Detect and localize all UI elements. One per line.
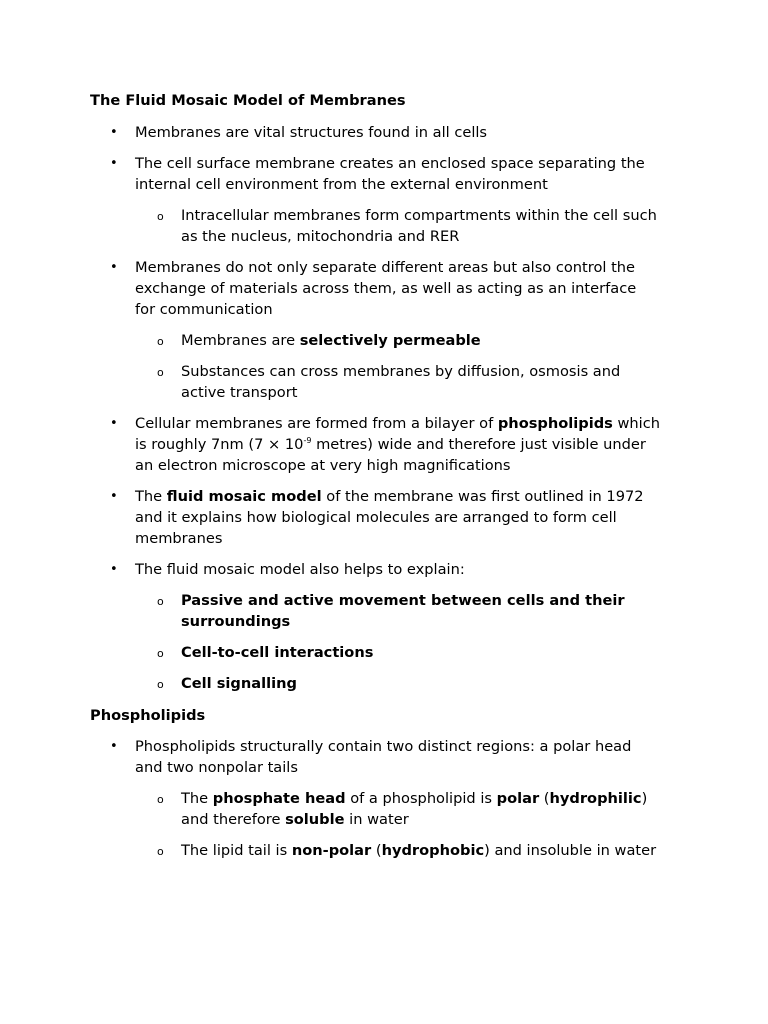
sub-list-item: o Cell signalling [181,674,701,695]
bullet-marker: • [110,260,118,275]
sub-bullet-marker: o [157,647,164,660]
exponent: -9 [303,435,312,445]
sub-bullet-marker: o [157,335,164,348]
bullet-marker: • [110,739,118,754]
sub-bullet-marker: o [157,210,164,223]
list-item: • The cell surface membrane creates an enclosed space separating the internal cell environment from the external environment [110,155,645,193]
sub-list-item: o Intracellular membranes form compartments within the cell such as the nucleus, mitochondria and RER [157,207,657,245]
list-item: • Membranes are vital structures found in all cells [135,123,695,144]
list-item: • Phospholipids structurally contain two distinct regions: a polar head and two nonpolar tails [110,738,632,776]
sub-list-item: o The phosphate head of a phospholipid is polar (hydrophilic) and therefore soluble in water [157,790,648,828]
sub-list-item: o Cell-to-cell interactions [181,643,701,664]
key-term: selectively permeable [299,332,481,349]
sub-list-item: o Passive and active movement between cells and their surroundings [157,592,625,630]
sub-bullet-marker: o [157,793,164,806]
list-item: • The fluid mosaic model also helps to explain: [135,560,695,581]
sub-list-item: o Membranes are selectively permeable [181,331,701,352]
bullet-marker: • [110,156,118,171]
list-item: • Membranes do not only separate different areas but also control the exchange of materials across them, as well as acting as an interface for communication [110,259,637,318]
bullet-marker: • [110,125,118,140]
key-term: phospholipids [497,415,613,432]
sub-list-item: o The lipid tail is non-polar (hydrophobic) and insoluble in water [181,841,701,862]
sub-bullet-marker: o [157,366,164,379]
bullet-marker: • [110,416,118,431]
sub-bullet-marker: o [157,595,164,608]
key-term: hydrophilic [549,790,642,807]
key-term: fluid mosaic model [166,488,322,505]
sub-list-item: o Substances can cross membranes by diffusion, osmosis and active transport [157,363,621,401]
bullet-marker: • [110,562,118,577]
list-item: • The fluid mosaic model of the membrane was first outlined in 1972 and it explains how biological molecules are arranged to form cell membranes [110,488,644,547]
section-heading-fluid-mosaic: The Fluid Mosaic Model of Membranes [90,92,406,109]
key-term: non-polar [291,842,372,859]
sub-bullet-marker: o [157,678,164,691]
key-term: polar [496,790,540,807]
key-term: phosphate head [212,790,346,807]
section-heading-phospholipids: Phospholipids [90,707,206,724]
bullet-marker: • [110,489,118,504]
key-term: hydrophobic [381,842,485,859]
list-item: • Cellular membranes are formed from a bilayer of phospholipids which is roughly 7nm ($7 \times 10^{-9}$ metres) wide and therefore just visible under an electron microscope at very high magnifications [110,415,661,474]
key-term: soluble [285,810,345,828]
sub-bullet-marker: o [157,845,164,858]
